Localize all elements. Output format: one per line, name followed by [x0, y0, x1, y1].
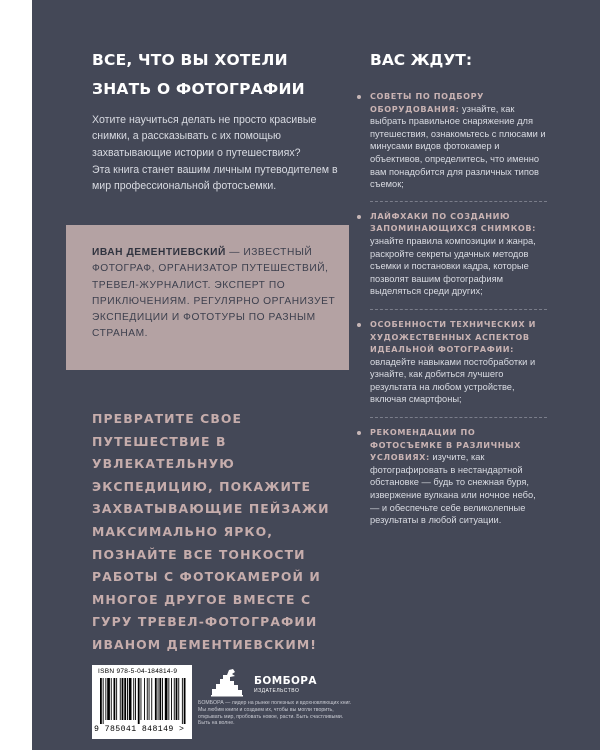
benefit-title: СОВЕТЫ ПО ПОДБОРУ ОБОРУДОВАНИЯ: [370, 91, 484, 114]
benefit-item [357, 210, 547, 298]
benefit-item [357, 90, 547, 191]
benefit-text: узнайте правила композиции и жанра, раскройте секреты удачных методов съемки и постановки кадра, которые позволят вашим фотографиям выделяться среди других; [370, 235, 536, 297]
imprint-area [92, 665, 354, 741]
benefits-heading: ВАС ЖДУТ: [370, 51, 473, 69]
author-bio [92, 245, 342, 343]
divider [370, 309, 547, 310]
isbn-label: ISBN 978-5-04-184814-9 [98, 668, 178, 675]
author-name: ИВАН ДЕМЕНТИЕВСКИЙ [92, 247, 226, 258]
publisher-subtitle: ИЗДАТЕЛЬСТВО [254, 688, 300, 694]
publisher-name: БОМБОРА [254, 675, 317, 687]
barcode-bars [100, 678, 186, 724]
benefit-item [357, 318, 547, 406]
main-heading [92, 46, 342, 104]
benefit-title: РЕКОМЕНДАЦИИ ПО ФОТОСЪЕМКЕ В РАЗЛИЧНЫХ УСЛОВИЯХ: [370, 427, 521, 463]
benefits-list [357, 90, 547, 527]
author-description: — ИЗВЕСТНЫЙ ФОТОГРАФ, ОРГАНИЗАТОР ПУТЕШЕСТВИЙ, ТРЕВЕЛ-ЖУРНАЛИСТ. ЭКСПЕРТ ПО ПРИКЛЮЧЕНИЯМ. РЕГУЛЯРНО ОРГАНИЗУЕТ ЭКСПЕДИЦИИ И ФОТОТУРЫ ПО РАЗНЫМ СТРАНАМ. [92, 247, 336, 340]
benefit-title: ОСОБЕННОСТИ ТЕХНИЧЕСКИХ И ХУДОЖЕСТВЕННЫХ АСПЕКТОВ ИДЕАЛЬНОЙ ФОТОГРАФИИ: [370, 318, 536, 355]
intro-paragraph-2: Эта книга станет вашим личным путеводителем в мир профессиональной фотосъемки. [92, 163, 338, 193]
promo-quote: ПРЕВРАТИТЕ СВОЕ ПУТЕШЕСТВИЕ В УВЛЕКАТЕЛЬНУЮ ЭКСПЕДИЦИЮ, ПОКАЖИТЕ ЗАХВАТЫВАЮЩИЕ ПЕЙЗАЖИ МАКСИМАЛЬНО ЯРКО, ПОЗНАЙТЕ ВСЕ ТОНКОСТИ РАБОТЫ С ФОТОКАМЕРОЙ И МНОГОЕ ДРУГОЕ ВМЕСТЕ С ГУРУ ТРЕВЕЛ-ФОТОГРАФИИ ИВАНОМ ДЕМЕНТИЕВСКИМ! [92, 411, 330, 652]
benefit-text: изучите, как фотографировать в нестандартной обстановке — будь то снежная буря, извержение вулкана или ночное небо, — и обеспечьте себе великолепные результаты в любой ситуации. [370, 452, 536, 526]
divider [370, 417, 547, 418]
benefit-text: овладейте навыками постобработки и узнайте, как добиться лучшего результата на любом устройстве, включая смартфоны; [370, 356, 536, 405]
divider [370, 201, 547, 202]
intro-text [92, 112, 348, 195]
main-heading-line-1: ВСЕ, ЧТО ВЫ ХОТЕЛИ [92, 51, 288, 69]
barcode-digits: 9 785041 848149 > [94, 725, 185, 734]
main-heading-line-2: ЗНАТЬ О ФОТОГРАФИИ [92, 80, 305, 98]
benefit-item [357, 426, 547, 527]
intro-paragraph-1: Хотите научиться делать не просто красивые снимки, а рассказывать с их помощью захватывающие истории о путешествиях? [92, 114, 317, 159]
benefit-text: узнайте, как выбрать правильное снаряжение для путешествия, ознакомьтесь с плюсами и минусами видов фотокамер и объективов, определитесь, что именно вам понадобится для различных типов съемок; [370, 103, 546, 190]
publisher-block [198, 667, 354, 741]
benefit-title: ЛАЙФХАКИ ПО СОЗДАНИЮ ЗАПОМИНАЮЩИХСЯ СНИМКОВ: [370, 210, 537, 234]
barcode [92, 665, 192, 739]
publisher-logo-icon [208, 667, 252, 697]
publisher-blurb: БОМБОРА — лидер на рынке полезных и вдохновляющих книг. Мы любим книги и создаем их, чтобы вы могли творить, открывать мир, пробовать новое, расти. Быть счастливыми. Быть на волне. [198, 700, 352, 727]
